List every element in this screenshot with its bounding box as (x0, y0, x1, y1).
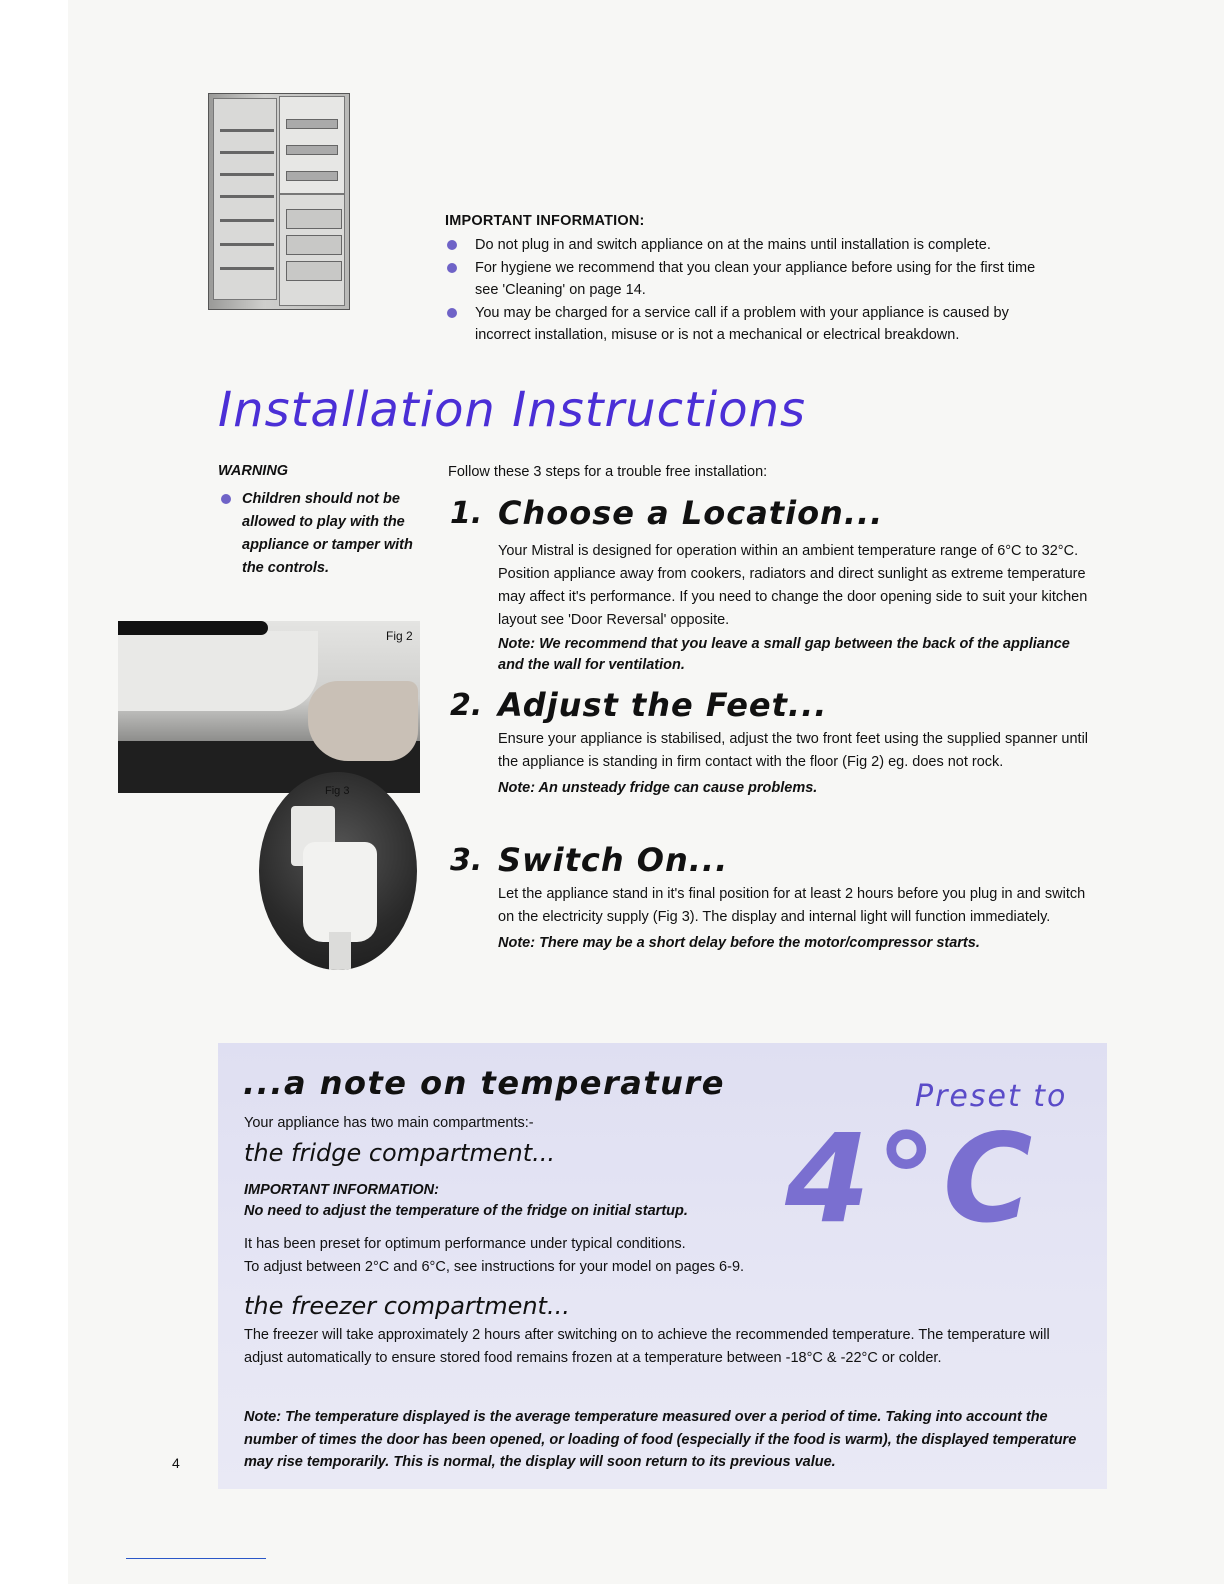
hand-image (308, 681, 418, 761)
freezer-compartment-title: the freezer compartment... (244, 1292, 570, 1320)
temperature-note: Note: The temperature displayed is the average temperature measured over a period of time. Taking into account the number of times the door has been opened, or loading of food (especially if the food is warm), the displayed temperature may rise temporarily. This is normal, the display will soon return to its previous value. (244, 1409, 1077, 1470)
intro-text: Follow these 3 steps for a trouble free installation: (448, 464, 768, 480)
step-2-title: Adjust the Feet... (498, 686, 828, 724)
fridge-compartment-title: the fridge compartment... (244, 1139, 555, 1167)
important-info-list (445, 234, 1055, 347)
bullet-icon (447, 308, 457, 318)
figure-2-label: Fig 2 (386, 629, 413, 643)
important-info-title: IMPORTANT INFORMATION: (445, 213, 645, 229)
fridge-illustration (208, 93, 350, 310)
preset-label: Preset to (915, 1079, 1068, 1114)
fridge-important-info: IMPORTANT INFORMATION: No need to adjust the temperature of the fridge on initial startup. (244, 1182, 688, 1219)
fridge-preset-text: It has been preset for optimum performance under typical conditions. To adjust between 2°C and 6°C, see instructions for your model on pages 6-9. (244, 1236, 745, 1275)
fridge-interior (213, 98, 277, 300)
warning-title: WARNING (218, 463, 289, 479)
step-3-body: Let the appliance stand in it's final position for at least 2 hours before you plug in and switch on the electricity supply (Fig 3). The display and internal light will function immediately. Note: There may be a short delay before the motor/compressor starts. (498, 883, 1098, 955)
step-1-note: Note: We recommend that you leave a small gap between the back of the appliance and the wall for ventilation. (498, 636, 1070, 673)
preset-value: 4°C (785, 1108, 1039, 1250)
freezer-text: The freezer will take approximately 2 hours after switching on to achieve the recommended temperature. The temperature will adjust automatically to ensure stored food remains frozen at a temperature between -18°C & -22°C or colder. (244, 1327, 1050, 1366)
step-3-title: Switch On... (498, 841, 729, 879)
step-3-note: Note: There may be a short delay before the motor/compressor starts. (498, 935, 980, 951)
figure-3-photo (259, 772, 417, 970)
warning-text: Children should not be allowed to play with the appliance or tamper with the controls. (218, 488, 428, 580)
step-2-number: 2. (450, 688, 483, 723)
page-title: Installation Instructions (218, 382, 807, 438)
bullet-icon (221, 494, 231, 504)
plug-image (303, 842, 377, 942)
step-3-number: 3. (450, 843, 483, 878)
bullet-icon (447, 240, 457, 250)
list-item: For hygiene we recommend that you clean your appliance before using for the first time see 'Cleaning' on page 14. (445, 257, 1055, 302)
temperature-title: ...a note on temperature (243, 1064, 725, 1102)
freezer-door (279, 194, 345, 306)
bottom-divider (126, 1558, 266, 1559)
step-1-body: Your Mistral is designed for operation within an ambient temperature range of 6°C to 32°C. Position appliance away from cookers, radiators and direct sunlight as extreme temperature may affect it's performance. If you need to change the door opening side to suit your kitchen layout see 'Door Reversal' opposite. Note: We recommend that you leave a small gap between the back of the appliance and the wall for ventilation. (498, 540, 1098, 676)
fridge-door (279, 96, 345, 194)
temperature-intro: Your appliance has two main compartments:- (244, 1115, 534, 1131)
step-1-number: 1. (450, 496, 483, 531)
step-1-title: Choose a Location... (498, 494, 884, 532)
list-item: You may be charged for a service call if a problem with your appliance is caused by incorrect installation, misuse or is not a mechanical or electrical breakdown. (445, 302, 1055, 347)
step-2-body: Ensure your appliance is stabilised, adjust the two front feet using the supplied spanner until the appliance is standing in firm contact with the floor (Fig 2) eg. does not rock. Note: An unsteady fridge can cause problems. (498, 728, 1098, 800)
step-2-note: Note: An unsteady fridge can cause problems. (498, 780, 818, 796)
bullet-icon (447, 263, 457, 273)
page-margin (0, 0, 68, 1584)
list-item: Do not plug in and switch appliance on at the mains until installation is complete. (445, 234, 1055, 257)
figure-3-label: Fig 3 (325, 785, 350, 797)
figure-2-photo (118, 621, 420, 793)
page-number: 4 (172, 1455, 180, 1471)
